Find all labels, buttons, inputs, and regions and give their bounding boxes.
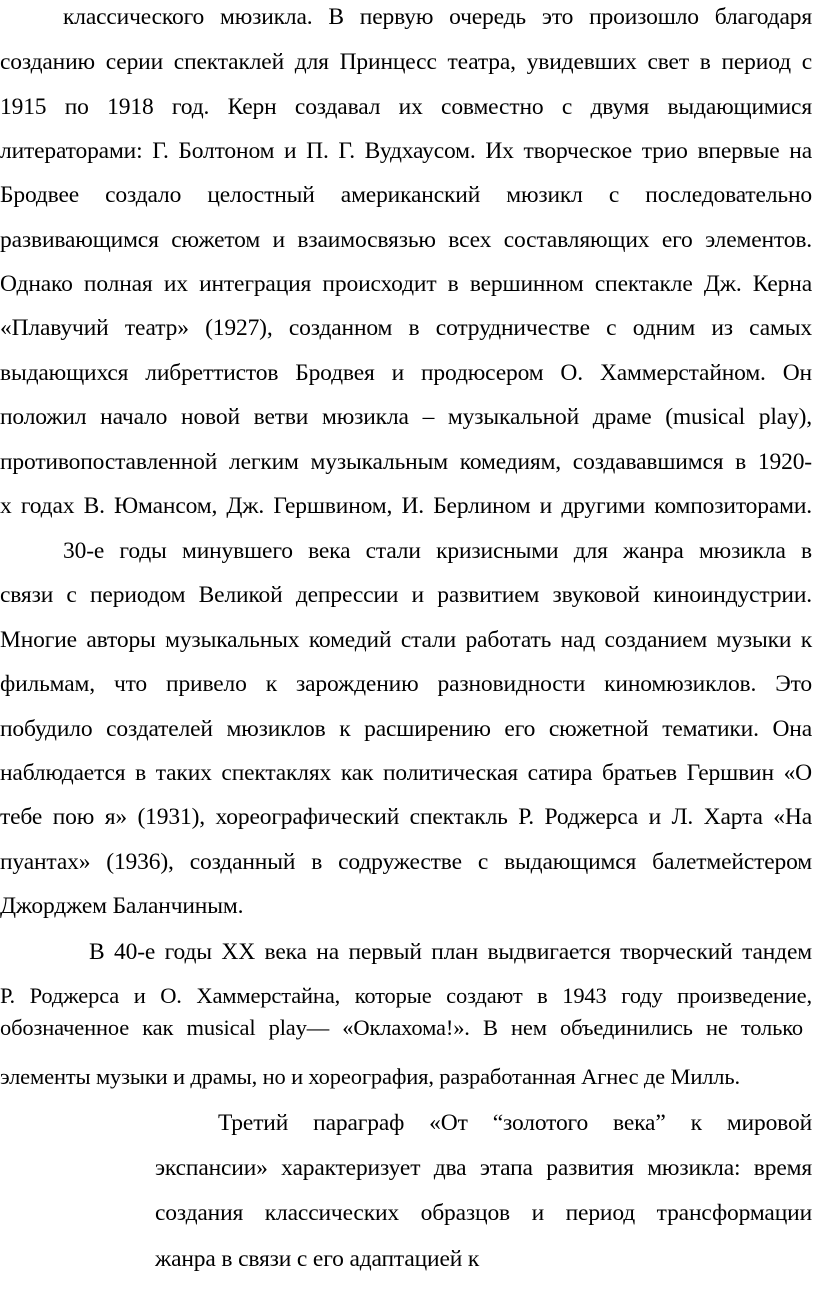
text-line: развивающимся сюжетом и взаимосвязью всех составляющих его элементов. [0,227,812,253]
text-line: пуантах» (1936), созданный в содружестве с выдающимся балетмейстером [0,849,812,875]
text-line: литераторами: Г. Болтоном и П. Г. Вудхаусом. Их творческое трио впервые на [0,138,812,164]
text-line: Третий параграф «От “золотого века” к мировой [218,1110,812,1136]
text-line: экспансии» характеризует два этапа развития мюзикла: время [155,1155,812,1181]
text-line: 1915 по 1918 год. Керн создавал их совместно с двумя выдающимися [0,94,812,120]
text-line: Джорджем Баланчиным. [0,893,244,919]
text-line: классического мюзикла. В первую очередь это произошло благодаря [63,4,812,30]
text-line: Бродвее создало целостный американский мюзикл с последовательно [0,182,812,208]
text-line: связи с периодом Великой депрессии и развитием звуковой киноиндустрии. [0,582,812,608]
text-line: противопоставленной легким музыкальным комедиям, создававшимся в 1920- [0,449,812,475]
text-line: положил начало новой ветви мюзикла – музыкальной драме (musical play), [0,404,812,430]
text-line: «Плавучий театр» (1927), созданном в сотрудничестве с одним из самых [0,315,812,341]
text-line: фильмам, что привело к зарождению разновидности киномюзиклов. Это [0,671,812,697]
text-line: Многие авторы музыкальных комедий стали работать над созданием музыки к [0,627,812,653]
text-line: обозначенное как musical play— «Оклахома!». В нем объединились не только [0,1015,803,1040]
text-line: создания классических образцов и период трансформации [155,1200,812,1226]
text-line: побудило создателей мюзиклов к расширению его сюжетной тематики. Она [0,716,812,742]
text-line: тебе пою я» (1931), хореографический спектакль Р. Роджерса и Л. Харта «На [0,804,812,830]
text-line: Р. Роджерса и О. Хаммерстайна, которые создают в 1943 году произведение, [0,983,812,1008]
text-line: 30-е годы минувшего века стали кризисными для жанра мюзикла в [63,538,812,564]
text-line: Однако полная их интеграция происходит в вершинном спектакле Дж. Керна [0,271,812,297]
text-line: созданию серии спектаклей для Принцесс театра, увидевших свет в период с [0,49,812,75]
text-line: х годах В. Юмансом, Дж. Гершвином, И. Берлином и другими композиторами. [0,493,812,519]
text-line: наблюдается в таких спектаклях как политическая сатира братьев Гершвин «О [0,760,812,786]
text-line: элементы музыки и драмы, но и хореография, разработанная Агнес де Милль. [0,1064,740,1089]
text-line: жанра в связи с его адаптацией к [155,1246,480,1272]
text-line: выдающихся либреттистов Бродвея и продюсером О. Хаммерстайном. Он [0,360,812,386]
text-line: В 40-е годы XX века на первый план выдвигается творческий тандем [89,939,812,965]
